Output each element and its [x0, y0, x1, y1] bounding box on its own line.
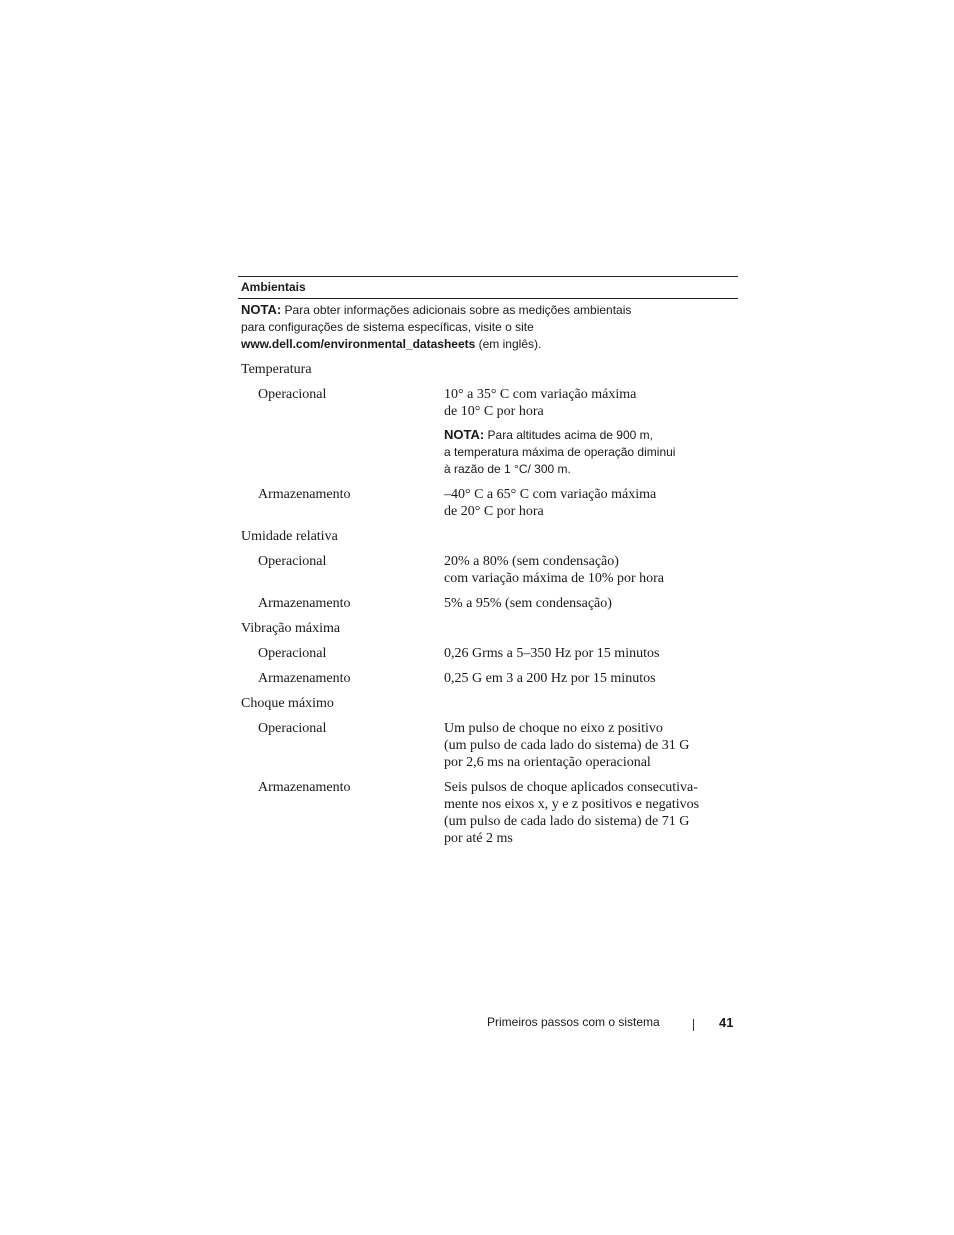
- spec-label: Operacional: [258, 554, 327, 569]
- note-text-line2: para configurações de sistema específicas, visite o site: [241, 320, 534, 334]
- spec-value-line: de 10° C por hora: [444, 404, 544, 419]
- spec-label: Armazenamento: [258, 596, 351, 611]
- spec-value-line: 5% a 95% (sem condensação): [444, 596, 612, 611]
- note-block: [238, 299, 738, 353]
- spec-value: [444, 670, 734, 687]
- altitude-note-line: a temperatura máxima de operação diminui: [444, 445, 676, 459]
- spec-row: [238, 486, 738, 520]
- footer-chapter-title: Primeiros passos com o sistema: [487, 1015, 660, 1029]
- altitude-note-label: NOTA:: [444, 427, 485, 442]
- spec-value-line: 0,25 G em 3 a 200 Hz por 15 minutos: [444, 671, 656, 686]
- spec-row: [238, 670, 738, 687]
- altitude-note-line: Para altitudes acima de 900 m,: [487, 428, 653, 442]
- spec-label: Operacional: [258, 387, 327, 402]
- section-title: Ambientais: [241, 280, 306, 294]
- altitude-note-line: à razão de 1 °C/ 300 m.: [444, 462, 571, 476]
- spec-value: [444, 595, 734, 612]
- spec-value-line: Um pulso de choque no eixo z positivo: [444, 721, 663, 736]
- category-label: Umidade relativa: [241, 529, 338, 544]
- spec-value-line: (um pulso de cada lado do sistema) de 31 G: [444, 738, 690, 753]
- spec-label: Operacional: [258, 646, 327, 661]
- spec-value-line: 0,26 Grms a 5–350 Hz por 15 minutos: [444, 646, 660, 661]
- spec-value-line: Seis pulsos de choque aplicados consecutiva-: [444, 780, 698, 795]
- spec-value-line: 20% a 80% (sem condensação): [444, 554, 619, 569]
- spec-value: [444, 553, 734, 587]
- specs-section: [238, 276, 738, 847]
- spec-value: [444, 720, 734, 771]
- spec-category-choque: [238, 695, 738, 712]
- spec-value-line: mente nos eixos x, y e z positivos e negativos: [444, 797, 700, 812]
- spec-value-line: –40° C a 65° C com variação máxima: [444, 487, 657, 502]
- spec-value: [444, 645, 734, 662]
- spec-value-line: (um pulso de cada lado do sistema) de 71 G: [444, 814, 690, 829]
- spec-value-line: com variação máxima de 10% por hora: [444, 571, 665, 586]
- spec-value-line: 10° a 35° C com variação máxima: [444, 387, 637, 402]
- spec-category-vibracao: [238, 620, 738, 637]
- spec-value: [444, 779, 734, 847]
- note-url-suffix: (em inglês).: [478, 337, 542, 351]
- spec-label: Operacional: [258, 721, 327, 736]
- footer-separator: [693, 1019, 694, 1031]
- spec-value-line: de 20° C por hora: [444, 504, 544, 519]
- category-label: Choque máximo: [241, 696, 334, 711]
- spec-table: [238, 361, 738, 847]
- note-label: NOTA:: [241, 302, 282, 317]
- spec-row: [238, 779, 738, 847]
- spec-label: Armazenamento: [258, 671, 351, 686]
- spec-row: [238, 595, 738, 612]
- note-text-line1: Para obter informações adicionais sobre as medições ambientais: [284, 303, 632, 317]
- note-url: www.dell.com/environmental_datasheets: [241, 337, 476, 351]
- category-label: Temperatura: [241, 362, 312, 377]
- spec-row: [238, 386, 738, 478]
- spec-row: [238, 720, 738, 771]
- spec-value: [444, 386, 734, 478]
- page-number: 41: [719, 1015, 734, 1030]
- spec-value-line: por até 2 ms: [444, 831, 513, 846]
- spec-category-temperatura: [238, 361, 738, 378]
- spec-category-umidade: [238, 528, 738, 545]
- spec-value: [444, 486, 734, 520]
- spec-row: [238, 553, 738, 587]
- category-label: Vibração máxima: [241, 621, 341, 636]
- altitude-note: [444, 426, 734, 478]
- spec-label: Armazenamento: [258, 487, 351, 502]
- spec-row: [238, 645, 738, 662]
- spec-value-line: por 2,6 ms na orientação operacional: [444, 755, 651, 770]
- spec-label: Armazenamento: [258, 780, 351, 795]
